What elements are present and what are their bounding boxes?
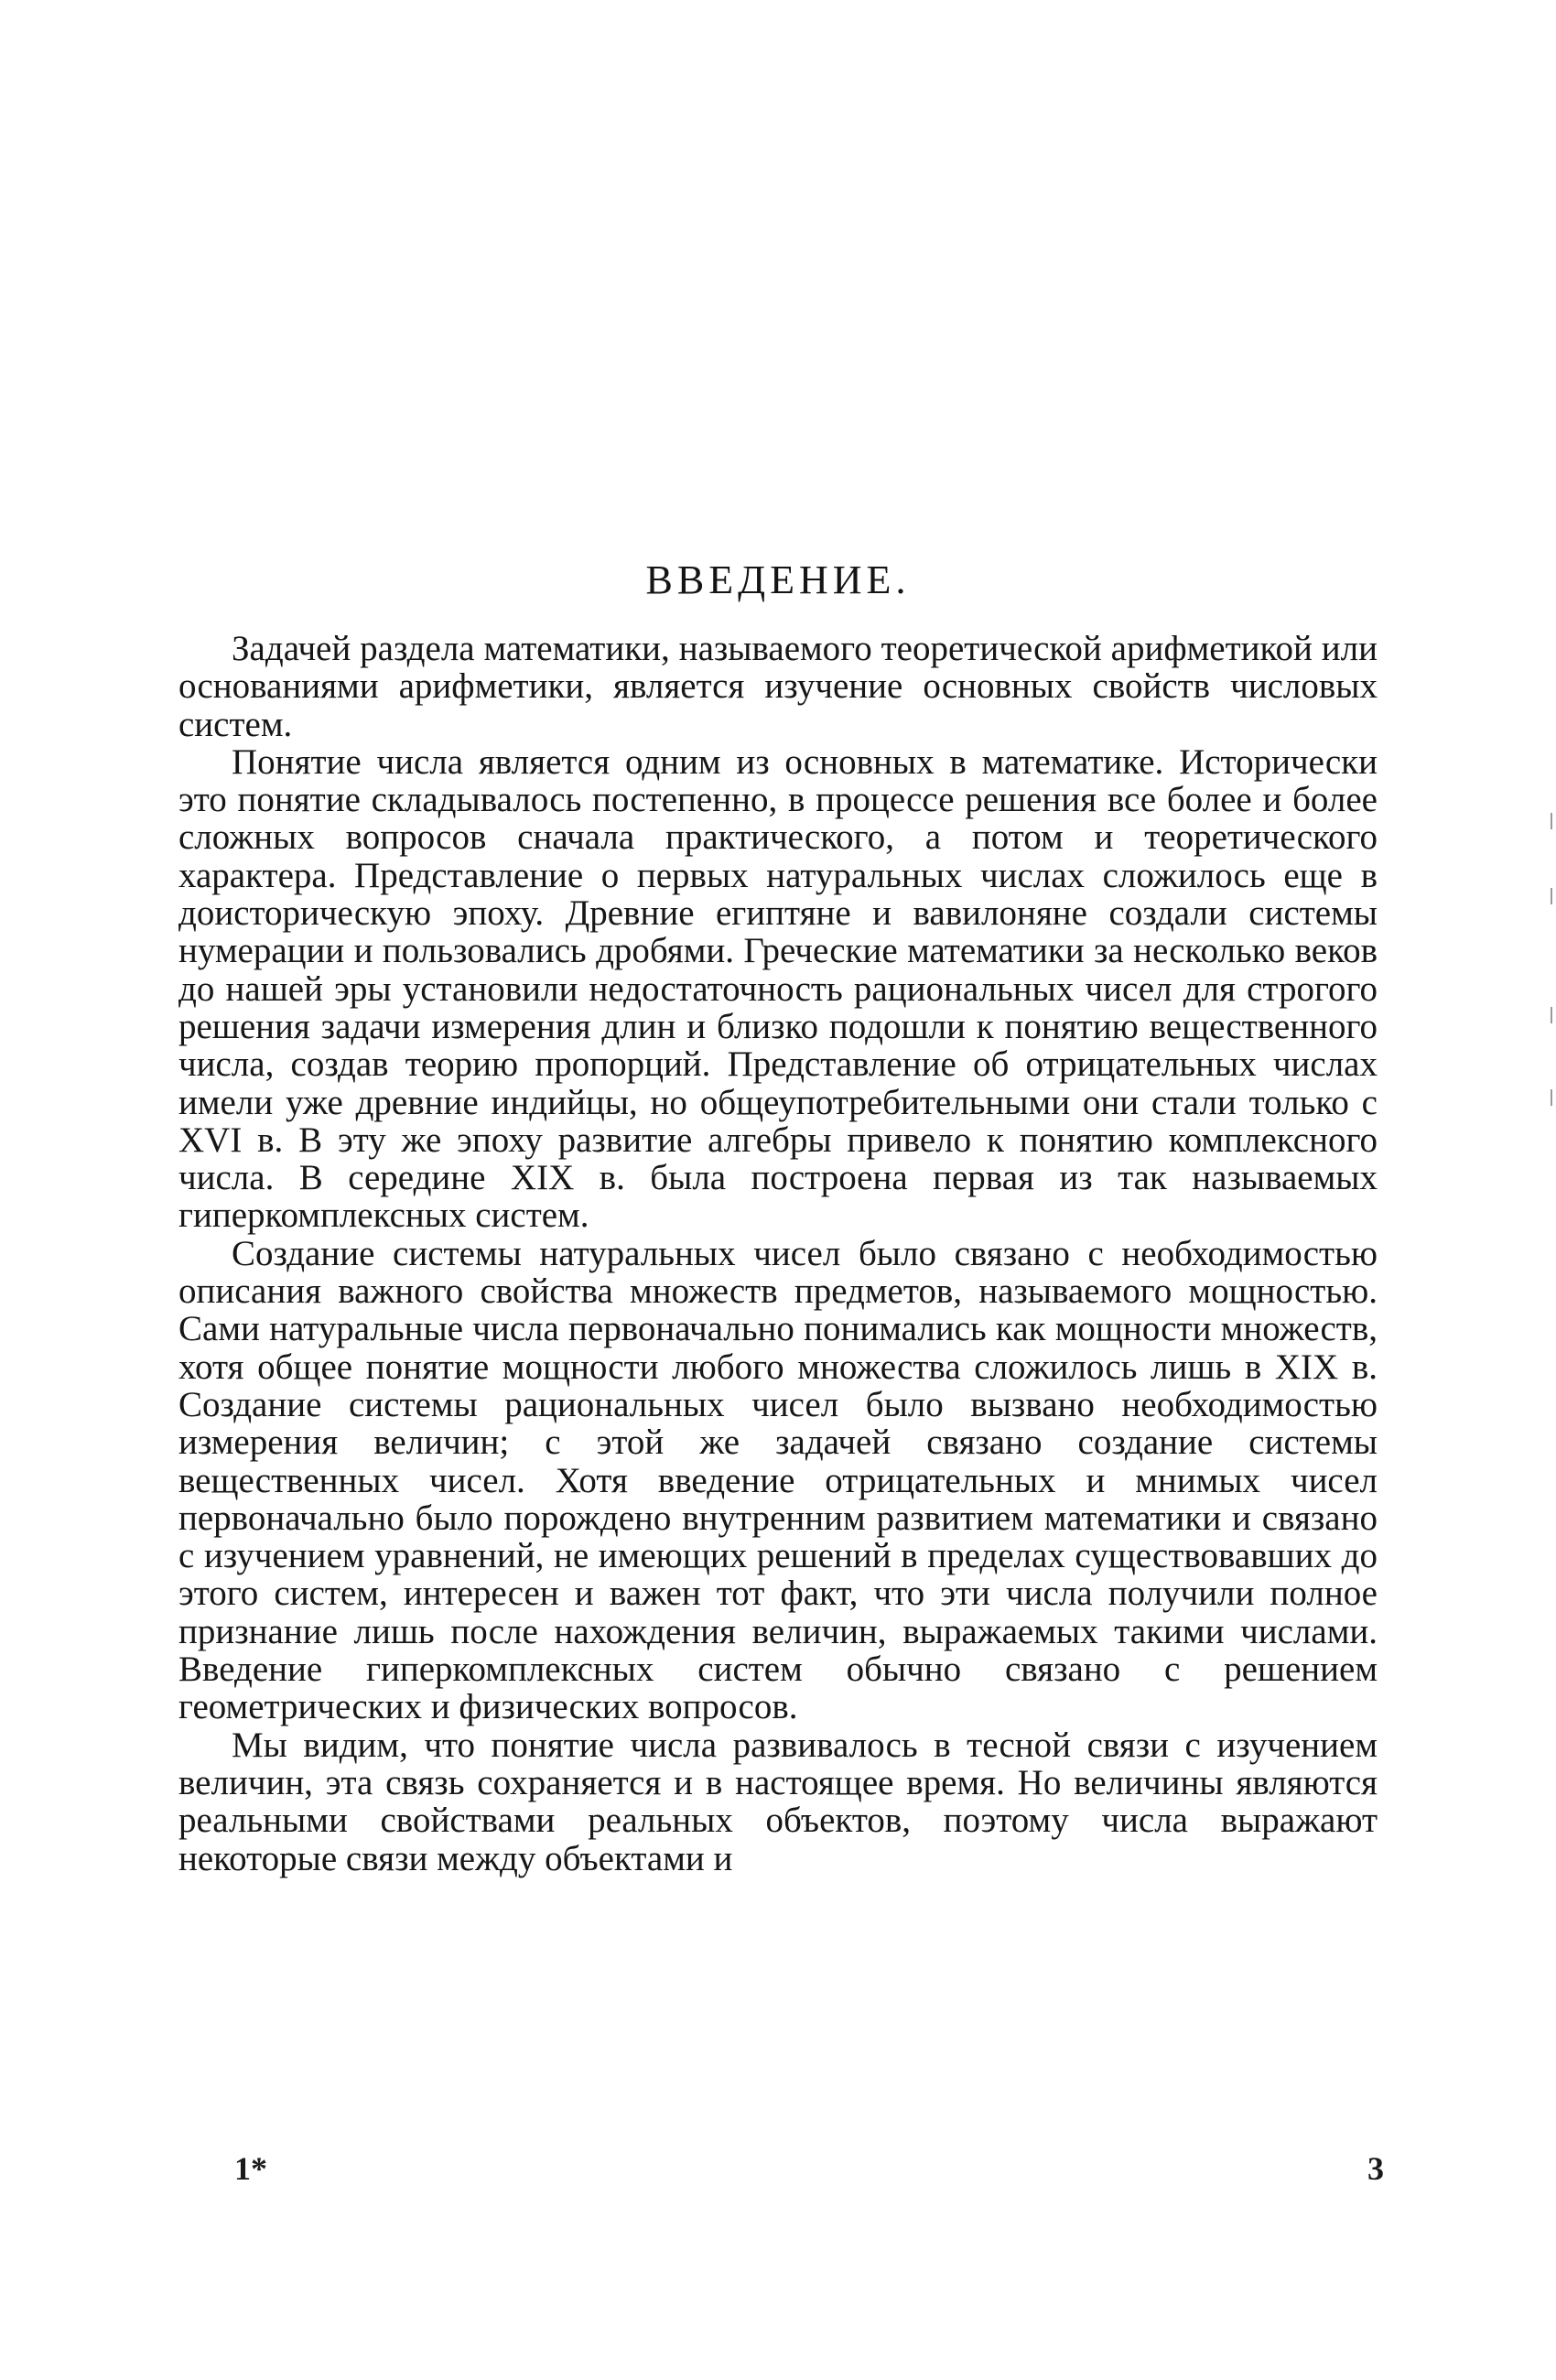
page-number: 3: [1367, 2150, 1384, 2187]
scan-mark: [1551, 813, 1552, 829]
paragraph-4: Мы видим, что понятие числа развивалось в тесной связи с изучением величин, эта связь сохраняется и в настоящее время. Но величины являются реальными свойствами реальных объектов, поэтому числа выражают некоторые связи между объектами и: [178, 1725, 1378, 1878]
scan-mark: [1551, 1089, 1552, 1106]
printer-signature-mark: 1*: [234, 2150, 267, 2187]
paragraph-3: Создание системы натуральных чисел было связано с необходимостью описания важного свойства множеств предметов, называемого мощностью. Сами натуральные числа первоначально понимались как мощности множеств, хотя общее понятие мощности любого множества сложилось лишь в XIX в. Создание системы рациональных чисел было вызвано необходимостью измерения величин; с этой же задачей связано создание системы вещественных чисел. Хотя введение отрицательных и мнимых чисел первоначально было порождено внутренним развитием математики и связано с изучением уравнений, не имеющих решений в пределах существовавших до этого систем, интересен и важен тот факт, что эти числа получили полное признание лишь после нахождения величин, выражаемых такими числами. Введение гиперкомплексных систем обычно связано с решением геометрических и физических вопросов.: [178, 1233, 1378, 1727]
scan-mark: [1551, 888, 1552, 904]
body-text: [178, 630, 1378, 1877]
paragraph-2: Понятие числа является одним из основных в математике. Исторически это понятие складывалось постепенно, в процессе решения все более и более сложных вопросов сначала практического, а потом и теоретического характера. Представление о первых натуральных числах сложилось еще в доисторическую эпоху. Древние египтяне и вавилоняне создали системы нумерации и пользовались дробями. Греческие математики за несколько веков до нашей эры установили недостаточность рациональных чисел для строгого решения задачи измерения длин и близко подошли к понятию вещественного числа, создав теорию пропорций. Представление об отрицательных числах имели уже древние индийцы, но общеупотребительными они стали только с XVI в. В эту же эпоху развитие алгебры привело к понятию комплексного числа. В середине XIX в. была построена первая из так называемых гиперкомплексных систем.: [178, 741, 1378, 1236]
paragraph-1: Задачей раздела математики, называемого теоретической арифметикой или основаниями арифметики, является изучение основных свойств числовых систем.: [178, 629, 1378, 744]
chapter-heading: ВВЕДЕНИЕ.: [645, 557, 911, 602]
scan-mark: [1551, 1007, 1552, 1023]
